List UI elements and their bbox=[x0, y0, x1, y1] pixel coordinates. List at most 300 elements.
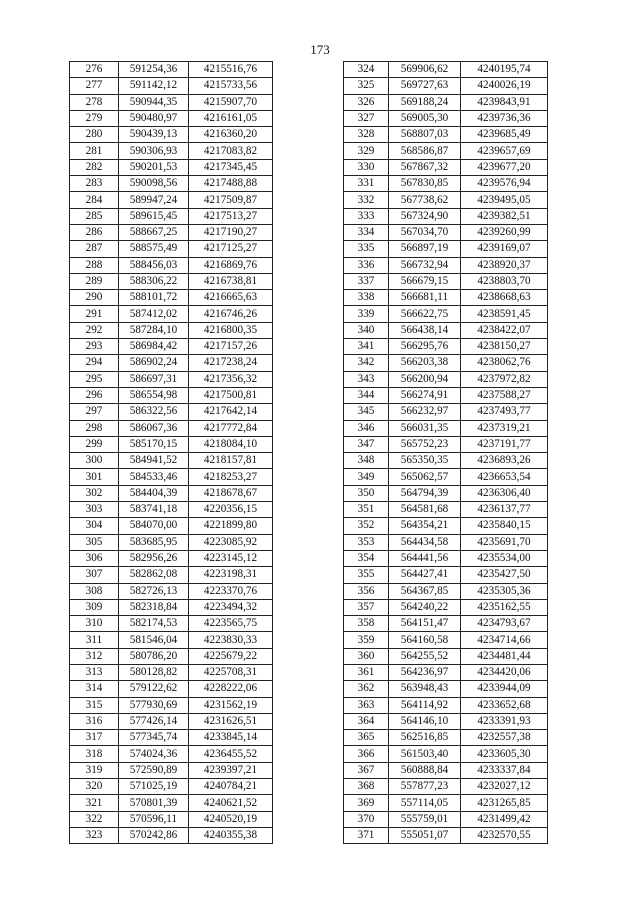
table-row bbox=[70, 567, 273, 583]
point-number-cell: 347 bbox=[344, 436, 389, 452]
table-row bbox=[344, 746, 548, 762]
table-row bbox=[344, 616, 548, 632]
y-coordinate-cell: 4239260,99 bbox=[461, 224, 548, 240]
point-number-cell: 295 bbox=[70, 371, 119, 387]
x-coordinate-cell: 570801,39 bbox=[119, 795, 189, 811]
point-number-cell: 345 bbox=[344, 404, 389, 420]
point-number-cell: 371 bbox=[344, 827, 389, 843]
y-coordinate-cell: 4238668,63 bbox=[461, 290, 548, 306]
x-coordinate-cell: 564255,52 bbox=[389, 648, 461, 664]
y-coordinate-cell: 4233605,30 bbox=[461, 746, 548, 762]
table-row bbox=[70, 453, 273, 469]
table-row bbox=[344, 241, 548, 257]
table-row bbox=[70, 502, 273, 518]
table-row bbox=[70, 795, 273, 811]
point-number-cell: 360 bbox=[344, 648, 389, 664]
table-row bbox=[70, 257, 273, 273]
y-coordinate-cell: 4217642,14 bbox=[189, 404, 273, 420]
point-number-cell: 369 bbox=[344, 795, 389, 811]
point-number-cell: 362 bbox=[344, 681, 389, 697]
x-coordinate-cell: 568586,87 bbox=[389, 143, 461, 159]
table-row bbox=[344, 811, 548, 827]
x-coordinate-cell: 582174,53 bbox=[119, 616, 189, 632]
table-row bbox=[70, 273, 273, 289]
table-row bbox=[70, 616, 273, 632]
y-coordinate-cell: 4234481,44 bbox=[461, 648, 548, 664]
table-row bbox=[344, 436, 548, 452]
table-row bbox=[70, 78, 273, 94]
x-coordinate-cell: 581546,04 bbox=[119, 632, 189, 648]
point-number-cell: 335 bbox=[344, 241, 389, 257]
table-row bbox=[344, 795, 548, 811]
y-coordinate-cell: 4239576,94 bbox=[461, 176, 548, 192]
y-coordinate-cell: 4239736,36 bbox=[461, 110, 548, 126]
x-coordinate-cell: 567738,62 bbox=[389, 192, 461, 208]
x-coordinate-cell: 587284,10 bbox=[119, 322, 189, 338]
point-number-cell: 316 bbox=[70, 713, 119, 729]
point-number-cell: 284 bbox=[70, 192, 119, 208]
point-number-cell: 298 bbox=[70, 420, 119, 436]
point-number-cell: 307 bbox=[70, 567, 119, 583]
y-coordinate-cell: 4231562,19 bbox=[189, 697, 273, 713]
x-coordinate-cell: 586554,98 bbox=[119, 387, 189, 403]
x-coordinate-cell: 590306,93 bbox=[119, 143, 189, 159]
y-coordinate-cell: 4239685,49 bbox=[461, 127, 548, 143]
y-coordinate-cell: 4217345,45 bbox=[189, 159, 273, 175]
table-row bbox=[344, 306, 548, 322]
x-coordinate-cell: 579122,62 bbox=[119, 681, 189, 697]
x-coordinate-cell: 582318,84 bbox=[119, 599, 189, 615]
x-coordinate-cell: 588575,49 bbox=[119, 241, 189, 257]
point-number-cell: 318 bbox=[70, 746, 119, 762]
table-row bbox=[344, 208, 548, 224]
y-coordinate-cell: 4236306,40 bbox=[461, 485, 548, 501]
x-coordinate-cell: 564151,47 bbox=[389, 616, 461, 632]
table-row bbox=[70, 469, 273, 485]
point-number-cell: 321 bbox=[70, 795, 119, 811]
x-coordinate-cell: 586067,36 bbox=[119, 420, 189, 436]
point-number-cell: 278 bbox=[70, 94, 119, 110]
point-number-cell: 319 bbox=[70, 762, 119, 778]
point-number-cell: 276 bbox=[70, 62, 119, 78]
coordinates-table-right bbox=[343, 61, 548, 844]
point-number-cell: 328 bbox=[344, 127, 389, 143]
table-row bbox=[344, 355, 548, 371]
point-number-cell: 364 bbox=[344, 713, 389, 729]
coordinates-table-left bbox=[69, 61, 273, 844]
table-row bbox=[344, 453, 548, 469]
table-row bbox=[70, 420, 273, 436]
point-number-cell: 368 bbox=[344, 779, 389, 795]
y-coordinate-cell: 4235691,70 bbox=[461, 534, 548, 550]
table-row bbox=[70, 143, 273, 159]
point-number-cell: 356 bbox=[344, 583, 389, 599]
table-row bbox=[344, 110, 548, 126]
point-number-cell: 312 bbox=[70, 648, 119, 664]
table-row bbox=[70, 159, 273, 175]
y-coordinate-cell: 4233944,09 bbox=[461, 681, 548, 697]
y-coordinate-cell: 4217500,81 bbox=[189, 387, 273, 403]
y-coordinate-cell: 4233845,14 bbox=[189, 730, 273, 746]
table-row bbox=[70, 290, 273, 306]
y-coordinate-cell: 4231265,85 bbox=[461, 795, 548, 811]
table-row bbox=[344, 127, 548, 143]
x-coordinate-cell: 557877,23 bbox=[389, 779, 461, 795]
x-coordinate-cell: 584941,52 bbox=[119, 453, 189, 469]
y-coordinate-cell: 4235427,50 bbox=[461, 567, 548, 583]
x-coordinate-cell: 564146,10 bbox=[389, 713, 461, 729]
y-coordinate-cell: 4215516,76 bbox=[189, 62, 273, 78]
y-coordinate-cell: 4218253,27 bbox=[189, 469, 273, 485]
y-coordinate-cell: 4240520,19 bbox=[189, 811, 273, 827]
y-coordinate-cell: 4223830,33 bbox=[189, 632, 273, 648]
point-number-cell: 287 bbox=[70, 241, 119, 257]
x-coordinate-cell: 585170,15 bbox=[119, 436, 189, 452]
x-coordinate-cell: 564160,58 bbox=[389, 632, 461, 648]
y-coordinate-cell: 4239495,05 bbox=[461, 192, 548, 208]
x-coordinate-cell: 568807,03 bbox=[389, 127, 461, 143]
table-row bbox=[344, 159, 548, 175]
table-row bbox=[344, 485, 548, 501]
y-coordinate-cell: 4234420,06 bbox=[461, 664, 548, 680]
y-coordinate-cell: 4239677,20 bbox=[461, 159, 548, 175]
x-coordinate-cell: 566438,14 bbox=[389, 322, 461, 338]
point-number-cell: 315 bbox=[70, 697, 119, 713]
point-number-cell: 313 bbox=[70, 664, 119, 680]
y-coordinate-cell: 4238150,27 bbox=[461, 339, 548, 355]
table-row bbox=[70, 110, 273, 126]
x-coordinate-cell: 564240,22 bbox=[389, 599, 461, 615]
y-coordinate-cell: 4238920,37 bbox=[461, 257, 548, 273]
table-row bbox=[70, 746, 273, 762]
x-coordinate-cell: 566274,91 bbox=[389, 387, 461, 403]
x-coordinate-cell: 566232,97 bbox=[389, 404, 461, 420]
point-number-cell: 337 bbox=[344, 273, 389, 289]
point-number-cell: 290 bbox=[70, 290, 119, 306]
x-coordinate-cell: 565350,35 bbox=[389, 453, 461, 469]
table-row bbox=[70, 94, 273, 110]
point-number-cell: 306 bbox=[70, 550, 119, 566]
x-coordinate-cell: 590439,13 bbox=[119, 127, 189, 143]
point-number-cell: 309 bbox=[70, 599, 119, 615]
point-number-cell: 325 bbox=[344, 78, 389, 94]
y-coordinate-cell: 4240784,21 bbox=[189, 779, 273, 795]
x-coordinate-cell: 584533,46 bbox=[119, 469, 189, 485]
table-row bbox=[344, 94, 548, 110]
y-coordinate-cell: 4217513,27 bbox=[189, 208, 273, 224]
y-coordinate-cell: 4217238,24 bbox=[189, 355, 273, 371]
point-number-cell: 280 bbox=[70, 127, 119, 143]
table-row bbox=[70, 192, 273, 208]
x-coordinate-cell: 566732,94 bbox=[389, 257, 461, 273]
point-number-cell: 301 bbox=[70, 469, 119, 485]
x-coordinate-cell: 570242,86 bbox=[119, 827, 189, 843]
table-row bbox=[70, 518, 273, 534]
table-row bbox=[344, 599, 548, 615]
y-coordinate-cell: 4221899,80 bbox=[189, 518, 273, 534]
x-coordinate-cell: 565062,57 bbox=[389, 469, 461, 485]
point-number-cell: 326 bbox=[344, 94, 389, 110]
point-number-cell: 292 bbox=[70, 322, 119, 338]
y-coordinate-cell: 4215733,56 bbox=[189, 78, 273, 94]
y-coordinate-cell: 4234714,66 bbox=[461, 632, 548, 648]
table-row bbox=[344, 681, 548, 697]
point-number-cell: 366 bbox=[344, 746, 389, 762]
y-coordinate-cell: 4215907,70 bbox=[189, 94, 273, 110]
x-coordinate-cell: 564441,56 bbox=[389, 550, 461, 566]
table-row bbox=[70, 404, 273, 420]
x-coordinate-cell: 564427,41 bbox=[389, 567, 461, 583]
y-coordinate-cell: 4240621,52 bbox=[189, 795, 273, 811]
point-number-cell: 320 bbox=[70, 779, 119, 795]
point-number-cell: 370 bbox=[344, 811, 389, 827]
point-number-cell: 361 bbox=[344, 664, 389, 680]
table-row bbox=[344, 583, 548, 599]
table-row bbox=[70, 534, 273, 550]
y-coordinate-cell: 4237588,27 bbox=[461, 387, 548, 403]
x-coordinate-cell: 580128,82 bbox=[119, 664, 189, 680]
x-coordinate-cell: 572590,89 bbox=[119, 762, 189, 778]
x-coordinate-cell: 580786,20 bbox=[119, 648, 189, 664]
x-coordinate-cell: 589947,24 bbox=[119, 192, 189, 208]
x-coordinate-cell: 567324,90 bbox=[389, 208, 461, 224]
x-coordinate-cell: 555759,01 bbox=[389, 811, 461, 827]
table-row bbox=[344, 567, 548, 583]
y-coordinate-cell: 4232570,55 bbox=[461, 827, 548, 843]
y-coordinate-cell: 4240195,74 bbox=[461, 62, 548, 78]
y-coordinate-cell: 4217083,82 bbox=[189, 143, 273, 159]
table-row bbox=[344, 518, 548, 534]
point-number-cell: 323 bbox=[70, 827, 119, 843]
point-number-cell: 304 bbox=[70, 518, 119, 534]
y-coordinate-cell: 4223085,92 bbox=[189, 534, 273, 550]
point-number-cell: 332 bbox=[344, 192, 389, 208]
y-coordinate-cell: 4235162,55 bbox=[461, 599, 548, 615]
x-coordinate-cell: 586902,24 bbox=[119, 355, 189, 371]
x-coordinate-cell: 577930,69 bbox=[119, 697, 189, 713]
x-coordinate-cell: 566622,75 bbox=[389, 306, 461, 322]
y-coordinate-cell: 4234793,67 bbox=[461, 616, 548, 632]
table-row bbox=[344, 730, 548, 746]
y-coordinate-cell: 4225708,31 bbox=[189, 664, 273, 680]
x-coordinate-cell: 560888,84 bbox=[389, 762, 461, 778]
point-number-cell: 349 bbox=[344, 469, 389, 485]
point-number-cell: 338 bbox=[344, 290, 389, 306]
x-coordinate-cell: 584404,39 bbox=[119, 485, 189, 501]
point-number-cell: 279 bbox=[70, 110, 119, 126]
table-row bbox=[344, 224, 548, 240]
x-coordinate-cell: 569005,30 bbox=[389, 110, 461, 126]
point-number-cell: 310 bbox=[70, 616, 119, 632]
point-number-cell: 285 bbox=[70, 208, 119, 224]
y-coordinate-cell: 4235534,00 bbox=[461, 550, 548, 566]
table-row bbox=[70, 632, 273, 648]
y-coordinate-cell: 4218084,10 bbox=[189, 436, 273, 452]
point-number-cell: 311 bbox=[70, 632, 119, 648]
table-row bbox=[344, 290, 548, 306]
x-coordinate-cell: 582862,08 bbox=[119, 567, 189, 583]
table-row bbox=[70, 355, 273, 371]
x-coordinate-cell: 566295,76 bbox=[389, 339, 461, 355]
x-coordinate-cell: 570596,11 bbox=[119, 811, 189, 827]
x-coordinate-cell: 566203,38 bbox=[389, 355, 461, 371]
y-coordinate-cell: 4225679,22 bbox=[189, 648, 273, 664]
y-coordinate-cell: 4240026,19 bbox=[461, 78, 548, 94]
point-number-cell: 336 bbox=[344, 257, 389, 273]
table-row bbox=[344, 371, 548, 387]
point-number-cell: 341 bbox=[344, 339, 389, 355]
x-coordinate-cell: 583685,95 bbox=[119, 534, 189, 550]
x-coordinate-cell: 561503,40 bbox=[389, 746, 461, 762]
y-coordinate-cell: 4233391,93 bbox=[461, 713, 548, 729]
point-number-cell: 333 bbox=[344, 208, 389, 224]
x-coordinate-cell: 586697,31 bbox=[119, 371, 189, 387]
point-number-cell: 359 bbox=[344, 632, 389, 648]
table-row bbox=[344, 632, 548, 648]
point-number-cell: 348 bbox=[344, 453, 389, 469]
y-coordinate-cell: 4233652,68 bbox=[461, 697, 548, 713]
x-coordinate-cell: 557114,05 bbox=[389, 795, 461, 811]
y-coordinate-cell: 4239657,69 bbox=[461, 143, 548, 159]
x-coordinate-cell: 565752,23 bbox=[389, 436, 461, 452]
table-row bbox=[70, 550, 273, 566]
point-number-cell: 303 bbox=[70, 502, 119, 518]
y-coordinate-cell: 4236893,26 bbox=[461, 453, 548, 469]
table-row bbox=[70, 371, 273, 387]
table-row bbox=[344, 62, 548, 78]
point-number-cell: 344 bbox=[344, 387, 389, 403]
y-coordinate-cell: 4235305,36 bbox=[461, 583, 548, 599]
y-coordinate-cell: 4216738,81 bbox=[189, 273, 273, 289]
x-coordinate-cell: 564114,92 bbox=[389, 697, 461, 713]
point-number-cell: 297 bbox=[70, 404, 119, 420]
point-number-cell: 357 bbox=[344, 599, 389, 615]
point-number-cell: 294 bbox=[70, 355, 119, 371]
y-coordinate-cell: 4236455,52 bbox=[189, 746, 273, 762]
y-coordinate-cell: 4218157,81 bbox=[189, 453, 273, 469]
x-coordinate-cell: 588306,22 bbox=[119, 273, 189, 289]
x-coordinate-cell: 590480,97 bbox=[119, 110, 189, 126]
point-number-cell: 327 bbox=[344, 110, 389, 126]
x-coordinate-cell: 567034,70 bbox=[389, 224, 461, 240]
y-coordinate-cell: 4217190,27 bbox=[189, 224, 273, 240]
x-coordinate-cell: 582956,26 bbox=[119, 550, 189, 566]
y-coordinate-cell: 4239843,91 bbox=[461, 94, 548, 110]
y-coordinate-cell: 4228222,06 bbox=[189, 681, 273, 697]
x-coordinate-cell: 564354,21 bbox=[389, 518, 461, 534]
table-row bbox=[70, 730, 273, 746]
x-coordinate-cell: 589615,45 bbox=[119, 208, 189, 224]
point-number-cell: 358 bbox=[344, 616, 389, 632]
point-number-cell: 339 bbox=[344, 306, 389, 322]
x-coordinate-cell: 577345,74 bbox=[119, 730, 189, 746]
point-number-cell: 354 bbox=[344, 550, 389, 566]
table-row bbox=[70, 779, 273, 795]
x-coordinate-cell: 582726,13 bbox=[119, 583, 189, 599]
y-coordinate-cell: 4233337,84 bbox=[461, 762, 548, 778]
point-number-cell: 329 bbox=[344, 143, 389, 159]
x-coordinate-cell: 569727,63 bbox=[389, 78, 461, 94]
table-row bbox=[70, 664, 273, 680]
y-coordinate-cell: 4216360,20 bbox=[189, 127, 273, 143]
y-coordinate-cell: 4218678,67 bbox=[189, 485, 273, 501]
x-coordinate-cell: 571025,19 bbox=[119, 779, 189, 795]
x-coordinate-cell: 588101,72 bbox=[119, 290, 189, 306]
y-coordinate-cell: 4217509,87 bbox=[189, 192, 273, 208]
x-coordinate-cell: 564236,97 bbox=[389, 664, 461, 680]
x-coordinate-cell: 566200,94 bbox=[389, 371, 461, 387]
point-number-cell: 343 bbox=[344, 371, 389, 387]
point-number-cell: 314 bbox=[70, 681, 119, 697]
table-row bbox=[344, 257, 548, 273]
y-coordinate-cell: 4231626,51 bbox=[189, 713, 273, 729]
table-row bbox=[70, 176, 273, 192]
y-coordinate-cell: 4237493,77 bbox=[461, 404, 548, 420]
y-coordinate-cell: 4236653,54 bbox=[461, 469, 548, 485]
point-number-cell: 330 bbox=[344, 159, 389, 175]
y-coordinate-cell: 4237191,77 bbox=[461, 436, 548, 452]
point-number-cell: 283 bbox=[70, 176, 119, 192]
y-coordinate-cell: 4216161,05 bbox=[189, 110, 273, 126]
x-coordinate-cell: 569188,24 bbox=[389, 94, 461, 110]
x-coordinate-cell: 577426,14 bbox=[119, 713, 189, 729]
point-number-cell: 291 bbox=[70, 306, 119, 322]
table-row bbox=[344, 469, 548, 485]
point-number-cell: 305 bbox=[70, 534, 119, 550]
point-number-cell: 300 bbox=[70, 453, 119, 469]
x-coordinate-cell: 590098,56 bbox=[119, 176, 189, 192]
point-number-cell: 299 bbox=[70, 436, 119, 452]
table-row bbox=[70, 697, 273, 713]
table-row bbox=[70, 599, 273, 615]
y-coordinate-cell: 4223494,32 bbox=[189, 599, 273, 615]
x-coordinate-cell: 586322,56 bbox=[119, 404, 189, 420]
point-number-cell: 322 bbox=[70, 811, 119, 827]
table-row bbox=[344, 78, 548, 94]
point-number-cell: 353 bbox=[344, 534, 389, 550]
x-coordinate-cell: 588456,03 bbox=[119, 257, 189, 273]
y-coordinate-cell: 4238422,07 bbox=[461, 322, 548, 338]
point-number-cell: 342 bbox=[344, 355, 389, 371]
x-coordinate-cell: 564794,39 bbox=[389, 485, 461, 501]
table-row bbox=[344, 713, 548, 729]
y-coordinate-cell: 4237972,82 bbox=[461, 371, 548, 387]
point-number-cell: 365 bbox=[344, 730, 389, 746]
x-coordinate-cell: 564367,85 bbox=[389, 583, 461, 599]
y-coordinate-cell: 4216665,63 bbox=[189, 290, 273, 306]
y-coordinate-cell: 4217772,84 bbox=[189, 420, 273, 436]
x-coordinate-cell: 564581,68 bbox=[389, 502, 461, 518]
table-row bbox=[70, 322, 273, 338]
table-row bbox=[344, 322, 548, 338]
table-row bbox=[344, 827, 548, 843]
x-coordinate-cell: 574024,36 bbox=[119, 746, 189, 762]
y-coordinate-cell: 4223198,31 bbox=[189, 567, 273, 583]
table-row bbox=[344, 664, 548, 680]
point-number-cell: 363 bbox=[344, 697, 389, 713]
y-coordinate-cell: 4216800,35 bbox=[189, 322, 273, 338]
table-row bbox=[344, 192, 548, 208]
y-coordinate-cell: 4217488,88 bbox=[189, 176, 273, 192]
table-row bbox=[70, 62, 273, 78]
y-coordinate-cell: 4239169,07 bbox=[461, 241, 548, 257]
point-number-cell: 296 bbox=[70, 387, 119, 403]
point-number-cell: 334 bbox=[344, 224, 389, 240]
y-coordinate-cell: 4237319,21 bbox=[461, 420, 548, 436]
table-row bbox=[344, 697, 548, 713]
table-row bbox=[344, 404, 548, 420]
table-row bbox=[70, 241, 273, 257]
